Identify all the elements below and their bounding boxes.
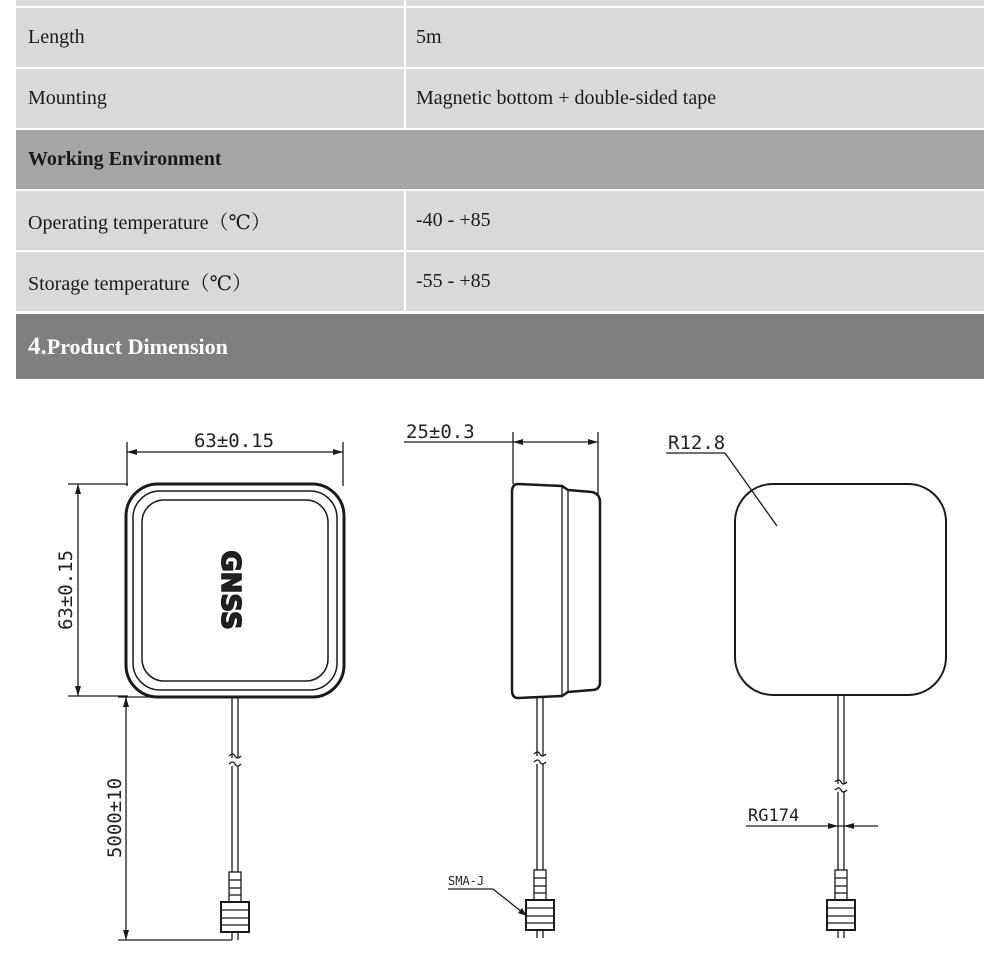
- spec-table: [16, 0, 984, 313]
- antenna-back-outline: [735, 484, 946, 695]
- gnss-logo: GNSS: [215, 550, 245, 630]
- table-row-storage-temperature: [16, 252, 984, 313]
- table-cell: [406, 0, 984, 6]
- table-row-length: [16, 8, 984, 69]
- dimension-drawing: [0, 379, 1000, 974]
- spec-label: Mounting: [16, 69, 406, 128]
- front-width-label: 63±0.15: [193, 430, 275, 452]
- back-view: [666, 453, 946, 938]
- spec-value: 5m: [406, 8, 984, 67]
- cable-type-label: RG174: [748, 806, 800, 826]
- side-thickness-label: 25±0.3: [406, 421, 475, 443]
- cable-length-label: 5000±10: [104, 777, 126, 859]
- side-view: [404, 432, 600, 938]
- connector-label: SMA-J: [448, 874, 485, 888]
- spec-label: Operating temperature（℃）: [16, 191, 406, 250]
- table-cell: [16, 0, 406, 6]
- antenna-side-profile: [512, 484, 600, 698]
- table-row-top-fragment: [16, 0, 984, 8]
- corner-radius-label: R12.8: [668, 432, 726, 454]
- spec-value: -40 - +85: [406, 191, 984, 250]
- heading-number: 4.: [28, 332, 47, 360]
- spec-value: -55 - +85: [406, 252, 984, 311]
- table-row-operating-temperature: [16, 191, 984, 252]
- table-row-mounting: [16, 69, 984, 130]
- spec-label: Storage temperature（℃）: [16, 252, 406, 311]
- front-view: [68, 442, 344, 940]
- spec-value: Magnetic bottom + double-sided tape: [406, 69, 984, 128]
- section-heading-product-dimension: [16, 314, 984, 379]
- section-row-working-environment: [16, 130, 984, 191]
- heading-title: Product Dimension: [46, 333, 228, 359]
- front-height-label: 63±0.15: [55, 549, 77, 631]
- section-title: Working Environment: [16, 130, 984, 189]
- spec-label: Length: [16, 8, 406, 67]
